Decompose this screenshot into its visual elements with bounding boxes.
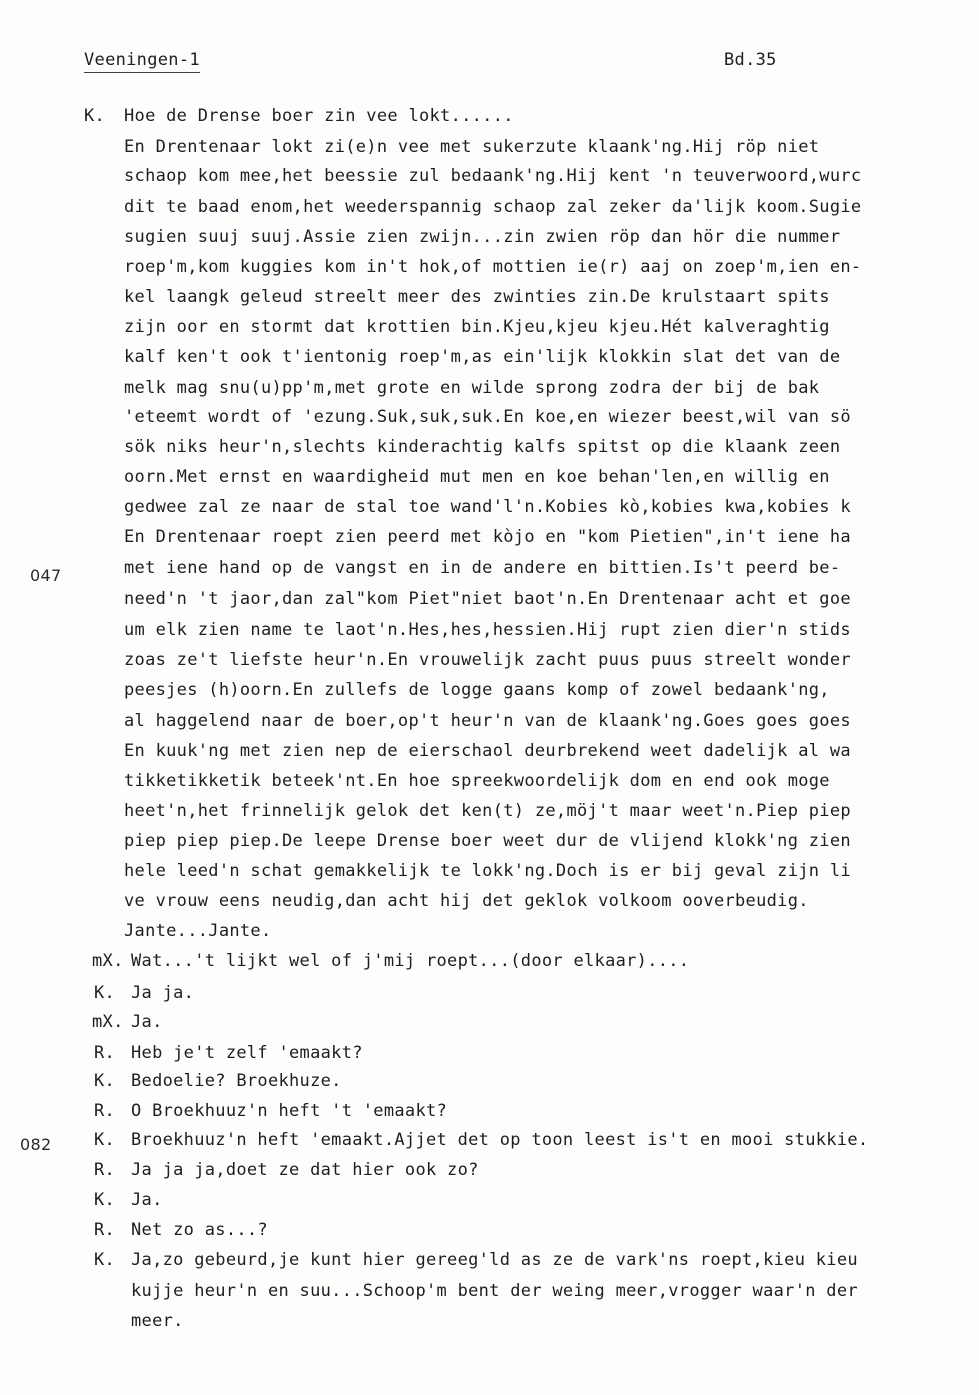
transcript-line: peesjes (h)oorn.En zullefs de logge gaans komp of zowel bedaank'ng,: [124, 680, 830, 700]
transcript-line: Broekhuuz'n heft 'emaakt.Ajjet det op toon leest is't en mooi stukkie.: [131, 1130, 869, 1150]
speaker-label: K.: [94, 983, 116, 1003]
document-header-left: Veeningen-1: [84, 50, 200, 73]
transcript-line: hele leed'n schat gemakkelijk te lokk'ng.Doch is er bij geval zijn li: [124, 861, 851, 881]
transcript-line: kel laangk geleud streelt meer des zwinties zin.De krulstaart spits: [124, 287, 830, 307]
speaker-label: K.: [84, 106, 106, 126]
transcript-line: Bedoelie? Broekhuze.: [131, 1071, 342, 1091]
speaker-label: K.: [94, 1190, 116, 1210]
transcript-line: Ja ja ja,doet ze dat hier ook zo?: [131, 1160, 479, 1180]
transcript-line: kujje heur'n en suu...Schoop'm bent der weing meer,vrogger waar'n der: [131, 1281, 858, 1301]
transcript-line: meer.: [131, 1311, 184, 1331]
page-number: Bd.35: [724, 50, 777, 70]
transcript-line: ve vrouw eens neudig,dan acht hij det geklok volkoom ooverbeudig.: [124, 891, 809, 911]
transcript-line: al haggelend naar de boer,op't heur'n van de klaank'ng.Goes goes goes: [124, 711, 851, 731]
transcript-line: heet'n,het frinnelijk gelok det ken(t) ze,möj't maar weet'n.Piep piep: [124, 801, 851, 821]
speaker-label: K.: [94, 1250, 116, 1270]
transcript-line: En Drentenaar roept zien peerd met kòjo en "kom Pietien",in't iene ha: [124, 527, 851, 547]
transcript-line: tikketikketik beteek'nt.En hoe spreekwoordelijk dom en end ook moge: [124, 771, 830, 791]
speaker-label: K.: [94, 1071, 116, 1091]
transcript-line: Hoe de Drense boer zin vee lokt......: [124, 106, 514, 126]
transcript-line: oorn.Met ernst en waardigheid mut men en koe behan'len,en willig en: [124, 467, 830, 487]
transcript-line: 'eteemt wordt of 'ezung.Suk,suk,suk.En koe,en wiezer beest,wil van sö: [124, 407, 851, 427]
transcript-line: kalf ken't ook t'ientonig roep'm,as ein'lijk klokkin slat det van de: [124, 347, 841, 367]
transcript-line: En Drentenaar lokt zi(e)n vee met sukerzute klaank'ng.Hij röp niet: [124, 137, 820, 157]
transcript-line: gedwee zal ze naar de stal toe wand'l'n.Kobies kò,kobies kwa,kobies k: [124, 497, 851, 517]
transcript-line: zoas ze't liefste heur'n.En vrouwelijk zacht puus puus streelt wonder: [124, 650, 851, 670]
transcript-line: Wat...'t lijkt wel of j'mij roept...(door elkaar)....: [131, 951, 690, 971]
tape-counter: 082: [20, 1135, 52, 1154]
transcript-line: met iene hand op de vangst en in de andere en bittien.Is't peerd be-: [124, 558, 841, 578]
speaker-label: K.: [94, 1130, 116, 1150]
transcript-line: Ja,zo gebeurd,je kunt hier gereeg'ld as ze de vark'ns roept,kieu kieu: [131, 1250, 858, 1270]
transcript-line: dit te baad enom,het weederspannig schaop zal zeker da'lijk koom.Sugie: [124, 197, 862, 217]
tape-counter: 047: [30, 566, 62, 585]
speaker-label: mX.: [92, 1012, 124, 1032]
transcript-line: piep piep piep.De leepe Drense boer weet dur de vlijend klokk'ng zien: [124, 831, 851, 851]
transcript-line: Ja ja.: [131, 983, 195, 1003]
transcript-line: Net zo as...?: [131, 1220, 268, 1240]
transcript-line: need'n 't jaor,dan zal"kom Piet"niet baot'n.En Drentenaar acht et goe: [124, 589, 851, 609]
transcript-line: Jante...Jante.: [124, 921, 272, 941]
speaker-label: R.: [94, 1043, 116, 1063]
transcript-line: roep'm,kom kuggies kom in't hok,of mottien ie(r) aaj on zoep'm,ien en-: [124, 257, 862, 277]
transcript-line: Heb je't zelf 'emaakt?: [131, 1043, 363, 1063]
transcript-line: sugien suuj suuj.Assie zien zwijn...zin zwien röp dan hör die nummer: [124, 227, 841, 247]
transcript-line: O Broekhuuz'n heft 't 'emaakt?: [131, 1101, 448, 1121]
speaker-label: R.: [94, 1101, 116, 1121]
speaker-label: mX.: [92, 951, 124, 971]
transcript-line: Ja.: [131, 1012, 163, 1032]
transcript-line: melk mag snu(u)pp'm,met grote en wilde sprong zodra der bij de bak: [124, 378, 820, 398]
speaker-label: R.: [94, 1220, 116, 1240]
transcript-line: um elk zien name te laot'n.Hes,hes,hessien.Hij rupt zien dier'n stids: [124, 620, 851, 640]
transcript-line: schaop kom mee,het beessie zul bedaank'ng.Hij kent 'n teuverwoord,wurc: [124, 166, 862, 186]
transcript-line: sök niks heur'n,slechts kinderachtig kalfs spitst op die klaank zeen: [124, 437, 841, 457]
transcript-line: En kuuk'ng met zien nep de eierschaol deurbrekend weet dadelijk al wa: [124, 741, 851, 761]
transcript-line: Ja.: [131, 1190, 163, 1210]
transcript-line: zijn oor en stormt dat krottien bin.Kjeu,kjeu kjeu.Hét kalveraghtig: [124, 317, 830, 337]
speaker-label: R.: [94, 1160, 116, 1180]
